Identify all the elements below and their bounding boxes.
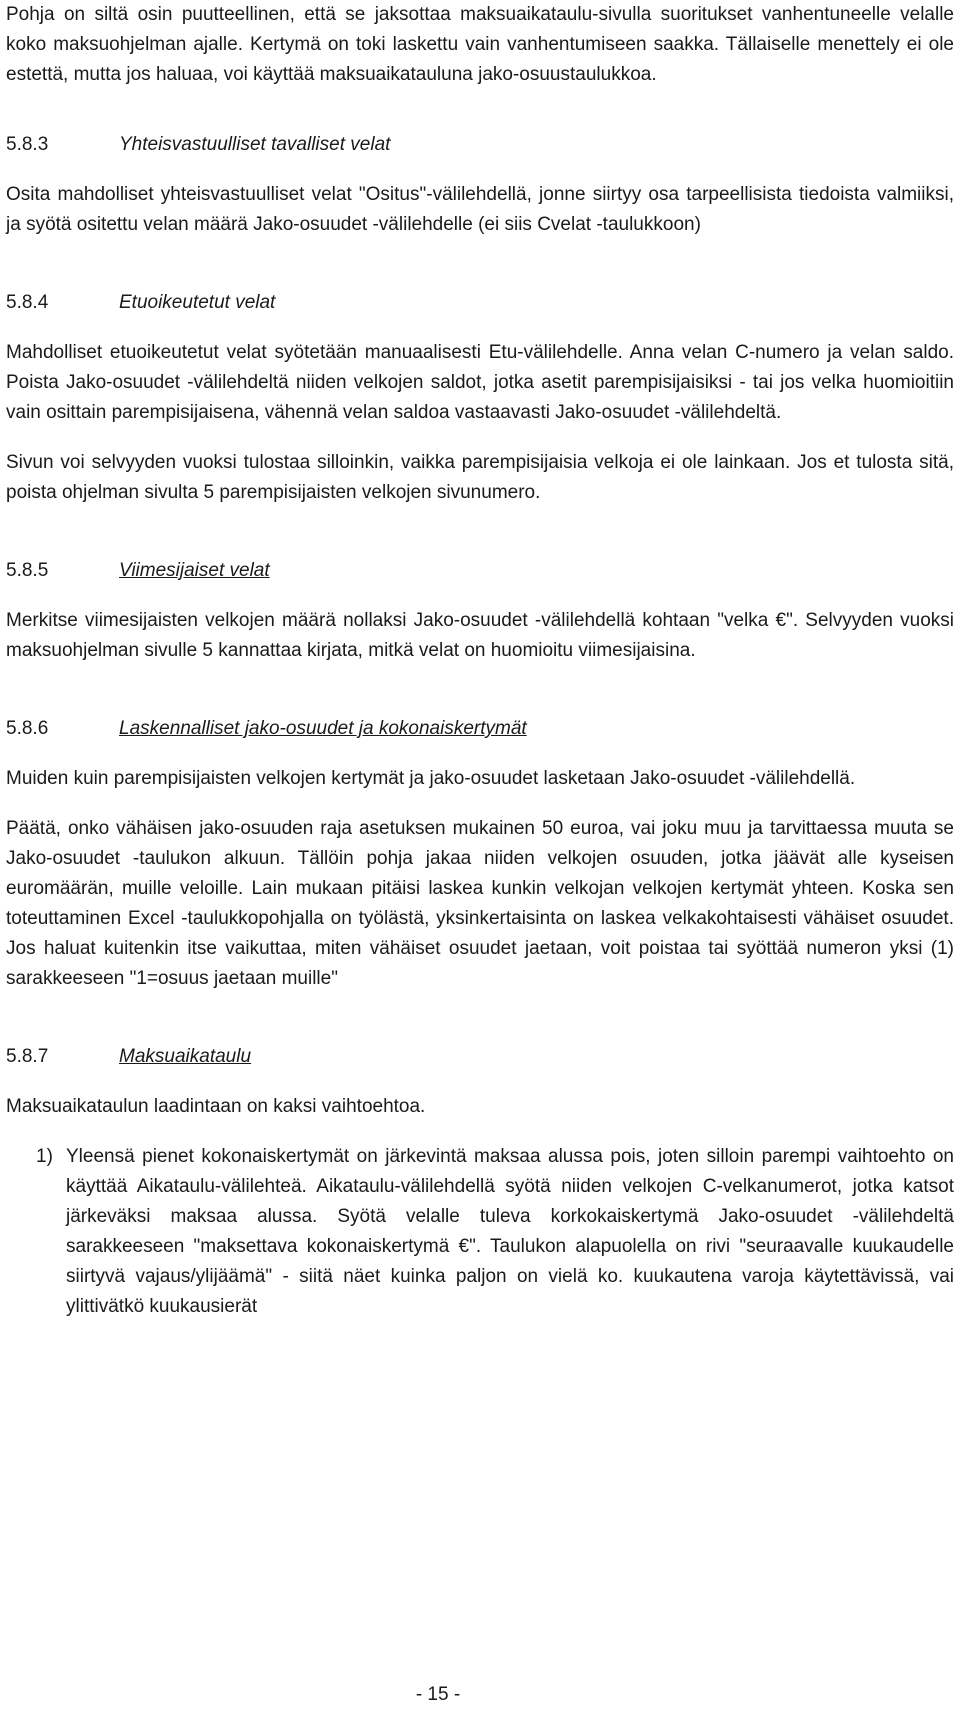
section-number: 5.8.3 — [6, 134, 49, 155]
list-marker: 1) — [36, 1146, 53, 1167]
section-paragraph: Muiden kuin parempisijaisten velkojen kertymät ja jako-osuudet lasketaan Jako-osuudet -välilehdellä. — [6, 768, 856, 789]
intro-paragraph: Pohja on siltä osin puutteellinen, että se jaksottaa maksuaikataulu-sivulla suoritukset vanhentuneelle velalle koko maksuohjelman ajalle. Kertymä on toki laskettu vain vanhentumiseen saakka. Tällaiselle menettely ei ole estettä, mutta jos haluaa, voi käyttää maksuaikatauluna jako-osuustaulukkoa. — [6, 4, 954, 85]
section-heading-5-8-3 — [6, 130, 954, 160]
section-paragraph: Mahdolliset etuoikeutetut velat syötetään manuaalisesti Etu-välilehdelle. Anna velan C-numero ja velan saldo. Poista Jako-osuudet -välilehdeltä niiden velkojen saldot, jotka asetit parempisijaisiksi - tai jos velka huomioitiin vain osittain parempisijaisena, vähennä velan saldoa vastaavasti Jako-osuudet -välilehdeltä. — [6, 342, 954, 423]
section-heading-5-8-4 — [6, 288, 954, 318]
section-paragraph: Sivun voi selvyyden vuoksi tulostaa silloinkin, vaikka parempisijaisia velkoja ei ole lainkaan. Jos et tulosta sitä, poista ohjelman sivulta 5 parempisijaisten velkojen sivunumero. — [6, 452, 954, 503]
section-paragraph: Merkitse viimesijaisten velkojen määrä nollaksi Jako-osuudet -välilehdellä kohtaan "velka €". Selvyyden vuoksi maksuohjelman sivulle 5 kannattaa kirjata, mitkä velat on huomioitu viimesijaisina. — [6, 610, 954, 661]
page-number: - 15 - — [415, 1684, 461, 1705]
list-item-text: Yleensä pienet kokonaiskertymät on järkevintä maksaa alussa pois, joten silloin parempi vaihtoehto on käyttää Aikataulu-välilehteä. Aikataulu-välilehdellä syötä niiden velkojen C-velkanumerot, jotka katsot järkeväksi maksaa alussa. Syötä velalle tuleva korkokaiskertymä Jako-osuudet -välilehdeltä sarakkeeseen "maksettava kokonaiskertymä €". Taulukon alapuolella on rivi "seuraavalle kuukaudelle siirtyvä vajaus/ylijäämä" - siitä näet kuinka paljon on vielä ko. kuukautena varoja käytettävissä, vai ylittivätkö kuukausierät — [66, 1146, 954, 1317]
section-number: 5.8.7 — [6, 1046, 49, 1067]
section-paragraph: Osita mahdolliset yhteisvastuulliset velat "Ositus"-välilehdellä, jonne siirtyy osa tarpeellisista tiedoista valmiiksi, ja syötä ositettu velan määrä Jako-osuudet -välilehdelle (ei siis Cvelat -taulukkoon) — [6, 184, 954, 235]
section-title: Viimesijaiset velat — [119, 560, 270, 581]
section-title: Etuoikeutetut velat — [119, 292, 276, 313]
section-number: 5.8.4 — [6, 292, 49, 313]
document-body — [6, 0, 954, 1322]
section-heading-5-8-7 — [6, 1042, 954, 1072]
section-number: 5.8.5 — [6, 560, 49, 581]
section-title: Laskennalliset jako-osuudet ja kokonaiskertymät — [119, 718, 527, 739]
list-item — [6, 1142, 954, 1322]
section-paragraph: Päätä, onko vähäisen jako-osuuden raja asetuksen mukainen 50 euroa, vai joku muu ja tarvittaessa muuta se Jako-osuudet -taulukon alkuun. Tällöin pohja jakaa niiden velkojen osuuden, jotka jäävät alle kyseisen euromäärän, muille veloille. Lain mukaan pitäisi laskea kunkin velkojan velkojen kertymät yhteen. Koska sen toteuttaminen Excel -taulukkopohjalla on työlästä, yksinkertaisinta on laskea velkakohtaisesti vähäiset osuudet. Jos haluat kuitenkin itse vaikuttaa, miten vähäiset osuudet jaetaan, voit poistaa tai syöttää numeron yksi (1) sarakkeeseen "1=osuus jaetaan muille" — [6, 818, 954, 989]
section-heading-5-8-6 — [6, 714, 954, 744]
section-title: Yhteisvastuulliset tavalliset velat — [119, 134, 391, 155]
section-paragraph: Maksuaikataulun laadintaan on kaksi vaihtoehtoa. — [6, 1096, 426, 1117]
section-number: 5.8.6 — [6, 718, 49, 739]
section-heading-5-8-5 — [6, 556, 954, 586]
section-title: Maksuaikataulu — [119, 1046, 252, 1067]
